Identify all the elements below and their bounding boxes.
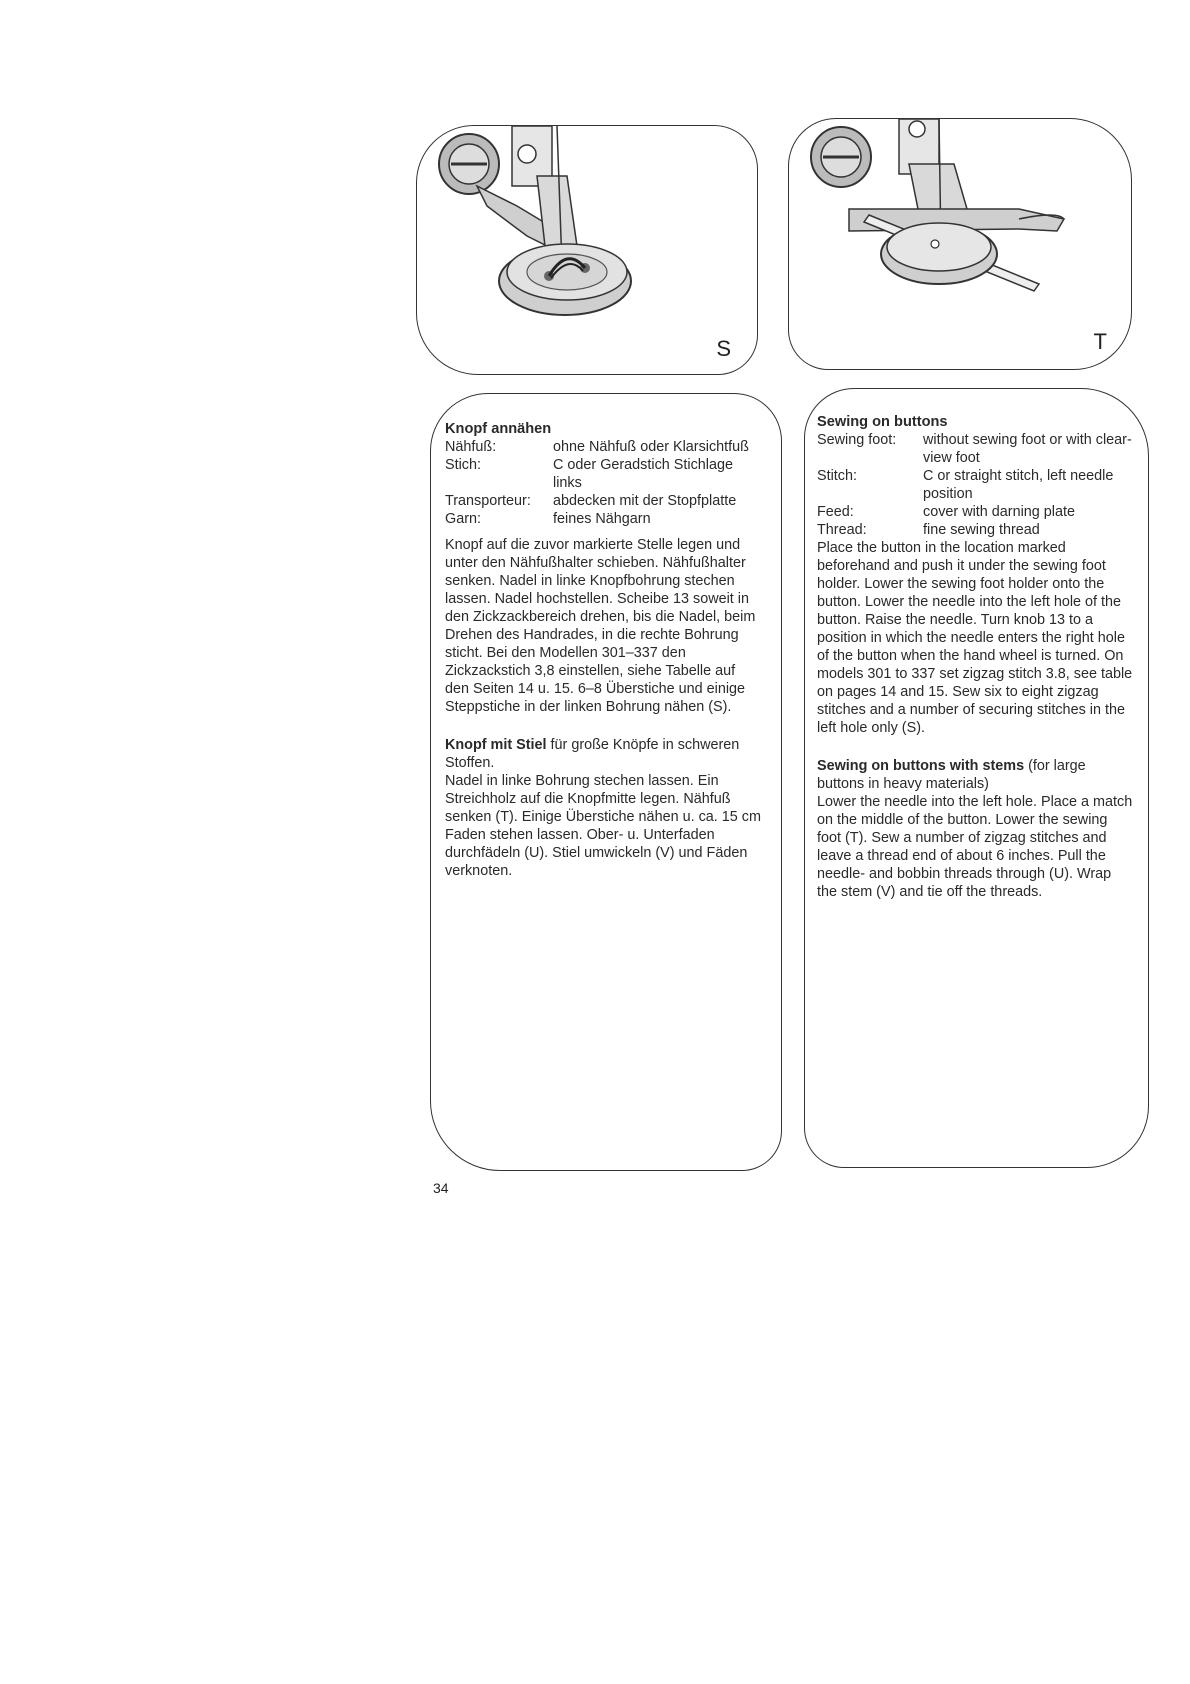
spec-key: Stitch: <box>817 468 857 484</box>
english-stem-heading-rest: (for large buttons in heavy materials) <box>817 758 1086 792</box>
english-stem-heading: Sewing on buttons with stems <box>817 758 1025 774</box>
spec-key: Stich: <box>445 457 481 473</box>
figure-label-s: S <box>716 336 731 361</box>
german-spec-table <box>445 438 761 528</box>
german-heading: Knopf annähen <box>445 421 552 437</box>
english-spec-table <box>817 431 1135 539</box>
illustration-s-panel <box>416 125 758 375</box>
english-stem-body: Lower the needle into the left hole. Place a match on the middle of the button. Lower the sewing foot (T). Sew a number of zigzag stitches and leave a thread end of about 6 inches. Pull the needle- and bobbin threads through (U). Wrap the stem (V) and tie off the threads. <box>817 794 1133 900</box>
spec-value: cover with darning plate <box>923 504 1075 520</box>
button-stem-illustration <box>789 119 1133 371</box>
english-content <box>817 413 1135 901</box>
german-stem-heading-rest: für große Knöpfe in schweren Stoffen. <box>445 737 740 771</box>
spec-value: feines Nähgarn <box>553 511 651 527</box>
spec-key: Thread: <box>817 522 867 538</box>
english-heading: Sewing on buttons <box>817 414 948 430</box>
spec-value: C or straight stitch, left needle position <box>923 468 1114 502</box>
illustration-t-panel <box>788 118 1132 370</box>
spec-key: Feed: <box>817 504 854 520</box>
german-stem-heading: Knopf mit Stiel <box>445 737 547 753</box>
spec-value: ohne Nähfuß oder Klarsichtfuß <box>553 439 749 455</box>
spec-value: without sewing foot or with clear-view foot <box>923 432 1132 466</box>
figure-label-t: T <box>1093 329 1107 354</box>
spec-value: C oder Geradstich Stichlage links <box>553 457 733 491</box>
spec-key: Sewing foot: <box>817 432 897 448</box>
english-instructions-panel <box>804 388 1149 1168</box>
german-body: Knopf auf die zuvor markierte Stelle legen und unter den Nähfußhalter schieben. Nähfußhalter senken. Nadel in linke Knopfbohrung stechen lassen. Nadel hochstellen. Scheibe 13 soweit in den Zickzackbereich drehen, bis die Nadel, beim Drehen des Handrades, in die rechte Bohrung sticht. Bei den Modellen 301–337 den Zickzackstich 3,8 einstellen, siehe Tabelle auf den Seiten 14 u. 15. 6–8 Überstiche und einige Steppstiche in der linken Bohrung nähen (S). <box>445 537 756 715</box>
spec-key: Nähfuß: <box>445 439 497 455</box>
german-instructions-panel <box>430 393 782 1171</box>
spec-value: abdecken mit der Stopfplatte <box>553 493 737 509</box>
spec-key: Garn: <box>445 511 481 527</box>
button-sewing-illustration <box>417 126 759 376</box>
page-number: 34 <box>433 1180 449 1196</box>
spec-key: Transporteur: <box>445 493 531 509</box>
spec-value: fine sewing thread <box>923 522 1040 538</box>
english-body: Place the button in the location marked beforehand and push it under the sewing foot holder. Lower the sewing foot holder onto the button. Lower the needle into the left hole of the button. Raise the needle. Turn knob 13 to a position in which the needle enters the right hole of the button when the hand wheel is turned. On models 301 to 337 set zigzag stitch 3.8, see table on pages 14 and 15. Sew six to eight zigzag stitches and a number of securing stitches in the left hole only (S). <box>817 540 1133 736</box>
german-content <box>445 420 761 880</box>
english-stem-paragraph <box>817 757 1135 793</box>
german-stem-body: Nadel in linke Bohrung stechen lassen. Ein Streichholz auf die Knopfmitte legen. Nähfuß senken (T). Einige Überstiche nähen u. ca. 15 cm Faden stehen lassen. Ober- u. Unterfaden durchfädeln (U). Stiel umwickeln (V) und Fäden verknoten. <box>445 773 761 879</box>
german-stem-paragraph <box>445 736 761 772</box>
